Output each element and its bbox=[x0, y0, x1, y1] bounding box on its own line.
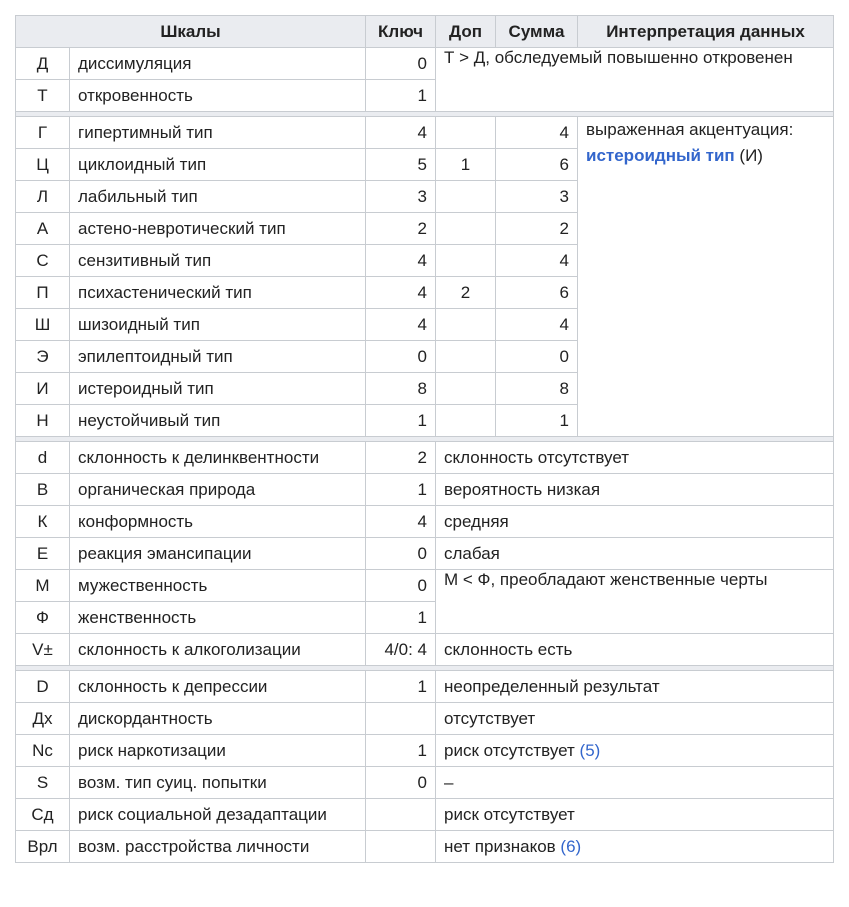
header-key: Ключ bbox=[366, 16, 436, 48]
scale-add bbox=[436, 341, 496, 373]
scale-code: Ш bbox=[16, 309, 70, 341]
interp-text: неопределенный результат bbox=[444, 676, 660, 696]
scale-name: диссимуляция bbox=[70, 48, 366, 80]
interp-text: нет признаков bbox=[444, 836, 561, 856]
scale-add bbox=[436, 405, 496, 437]
table-row bbox=[16, 48, 834, 80]
interp-cell bbox=[436, 735, 834, 767]
scale-key: 4/0: 4 bbox=[366, 634, 436, 666]
scale-name: откровенность bbox=[70, 80, 366, 112]
table-row bbox=[16, 735, 834, 767]
scale-code: Ф bbox=[16, 602, 70, 634]
scale-key: 8 bbox=[366, 373, 436, 405]
scale-code: В bbox=[16, 474, 70, 506]
scale-key: 5 bbox=[366, 149, 436, 181]
scale-code: Дх bbox=[16, 703, 70, 735]
scale-code: Э bbox=[16, 341, 70, 373]
scale-name: мужественность bbox=[70, 570, 366, 602]
scale-code: D bbox=[16, 671, 70, 703]
table-row bbox=[16, 831, 834, 863]
scale-code: Н bbox=[16, 405, 70, 437]
table-row bbox=[16, 703, 834, 735]
interp-cell: склонность есть bbox=[436, 634, 834, 666]
scale-name: склонность к делинквентности bbox=[70, 442, 366, 474]
interp-suffix: (И) bbox=[734, 146, 763, 165]
scale-key: 4 bbox=[366, 506, 436, 538]
scale-key: 1 bbox=[366, 602, 436, 634]
scale-add bbox=[436, 117, 496, 149]
scale-sum: 3 bbox=[496, 181, 578, 213]
scale-key: 4 bbox=[366, 245, 436, 277]
scale-code: К bbox=[16, 506, 70, 538]
scale-add bbox=[436, 181, 496, 213]
interp-cell bbox=[436, 767, 834, 799]
scale-name: дискордантность bbox=[70, 703, 366, 735]
scale-add bbox=[436, 245, 496, 277]
scale-name: лабильный тип bbox=[70, 181, 366, 213]
scale-key: 3 bbox=[366, 181, 436, 213]
scale-code: С bbox=[16, 245, 70, 277]
interp-cell bbox=[436, 703, 834, 735]
scale-sum: 4 bbox=[496, 245, 578, 277]
scale-name: реакция эмансипации bbox=[70, 538, 366, 570]
scale-name: эпилептоидный тип bbox=[70, 341, 366, 373]
scale-name: истероидный тип bbox=[70, 373, 366, 405]
interp-cell: М < Ф, преобладают женственные черты bbox=[436, 570, 834, 634]
scale-name: неустойчивый тип bbox=[70, 405, 366, 437]
table-row bbox=[16, 538, 834, 570]
scale-code: П bbox=[16, 277, 70, 309]
scale-key: 0 bbox=[366, 767, 436, 799]
scale-sum: 4 bbox=[496, 117, 578, 149]
interp-text: отсутствует bbox=[444, 708, 536, 728]
interp-cell bbox=[578, 117, 834, 437]
scale-code: Nc bbox=[16, 735, 70, 767]
scale-code: V± bbox=[16, 634, 70, 666]
header-row bbox=[16, 16, 834, 48]
scale-name: шизоидный тип bbox=[70, 309, 366, 341]
scale-key: 4 bbox=[366, 309, 436, 341]
scale-key: 4 bbox=[366, 117, 436, 149]
interp-cell: вероятность низкая bbox=[436, 474, 834, 506]
scale-code: Л bbox=[16, 181, 70, 213]
table-row bbox=[16, 634, 834, 666]
scale-code: Г bbox=[16, 117, 70, 149]
scale-key: 2 bbox=[366, 442, 436, 474]
footnote-link[interactable]: (5) bbox=[579, 740, 601, 760]
header-scales: Шкалы bbox=[16, 16, 366, 48]
scale-name: циклоидный тип bbox=[70, 149, 366, 181]
scale-name: риск социальной дезадаптации bbox=[70, 799, 366, 831]
scale-key: 1 bbox=[366, 671, 436, 703]
header-sum: Сумма bbox=[496, 16, 578, 48]
scale-name: органическая природа bbox=[70, 474, 366, 506]
interp-cell: средняя bbox=[436, 506, 834, 538]
header-add: Доп bbox=[436, 16, 496, 48]
table-row bbox=[16, 671, 834, 703]
scale-add: 1 bbox=[436, 149, 496, 181]
scale-sum: 2 bbox=[496, 213, 578, 245]
table-row bbox=[16, 570, 834, 602]
interp-cell bbox=[436, 671, 834, 703]
table-row bbox=[16, 799, 834, 831]
scale-name: возм. расстройства личности bbox=[70, 831, 366, 863]
scale-key bbox=[366, 831, 436, 863]
scale-add bbox=[436, 373, 496, 405]
scale-key: 0 bbox=[366, 570, 436, 602]
interp-text: риск отсутствует bbox=[444, 740, 580, 760]
table-row bbox=[16, 442, 834, 474]
table-row bbox=[16, 117, 834, 149]
scale-sum: 0 bbox=[496, 341, 578, 373]
table-row bbox=[16, 474, 834, 506]
scale-code: d bbox=[16, 442, 70, 474]
scale-code: Врл bbox=[16, 831, 70, 863]
scale-add bbox=[436, 213, 496, 245]
scale-key: 4 bbox=[366, 277, 436, 309]
scale-name: склонность к депрессии bbox=[70, 671, 366, 703]
scale-sum: 8 bbox=[496, 373, 578, 405]
scale-code: Т bbox=[16, 80, 70, 112]
scale-name: сензитивный тип bbox=[70, 245, 366, 277]
scale-key: 0 bbox=[366, 538, 436, 570]
scale-sum: 4 bbox=[496, 309, 578, 341]
scale-add: 2 bbox=[436, 277, 496, 309]
interp-cell: слабая bbox=[436, 538, 834, 570]
scale-add bbox=[436, 309, 496, 341]
table-row bbox=[16, 767, 834, 799]
scale-name: возм. тип суиц. попытки bbox=[70, 767, 366, 799]
scale-sum: 6 bbox=[496, 277, 578, 309]
scale-code: Д bbox=[16, 48, 70, 80]
header-interp: Интерпретация данных bbox=[578, 16, 834, 48]
interp-cell bbox=[436, 831, 834, 863]
scale-key: 1 bbox=[366, 474, 436, 506]
scale-key: 2 bbox=[366, 213, 436, 245]
scale-sum: 6 bbox=[496, 149, 578, 181]
scale-code: Сд bbox=[16, 799, 70, 831]
interp-text: риск отсутствует bbox=[444, 804, 575, 824]
scale-key bbox=[366, 799, 436, 831]
scale-name: женственность bbox=[70, 602, 366, 634]
table-row bbox=[16, 506, 834, 538]
interp-text: – bbox=[444, 772, 454, 792]
scale-sum: 1 bbox=[496, 405, 578, 437]
scale-key: 1 bbox=[366, 80, 436, 112]
scale-key: 1 bbox=[366, 735, 436, 767]
scale-code: S bbox=[16, 767, 70, 799]
scale-code: И bbox=[16, 373, 70, 405]
interp-cell: склонность отсутствует bbox=[436, 442, 834, 474]
scale-key: 0 bbox=[366, 48, 436, 80]
scale-code: М bbox=[16, 570, 70, 602]
interp-cell bbox=[436, 799, 834, 831]
footnote-link[interactable]: (6) bbox=[560, 836, 582, 856]
results-table bbox=[15, 15, 834, 863]
scale-name: психастенический тип bbox=[70, 277, 366, 309]
accentuation-link[interactable]: истероидный тип bbox=[586, 146, 735, 165]
interp-cell: Т > Д, обследуемый повышенно откровенен bbox=[436, 48, 834, 112]
scale-code: А bbox=[16, 213, 70, 245]
scale-name: риск наркотизации bbox=[70, 735, 366, 767]
scale-code: Е bbox=[16, 538, 70, 570]
scale-name: астено-невротический тип bbox=[70, 213, 366, 245]
scale-name: конформность bbox=[70, 506, 366, 538]
scale-name: склонность к алкоголизации bbox=[70, 634, 366, 666]
scale-name: гипертимный тип bbox=[70, 117, 366, 149]
scale-key: 0 bbox=[366, 341, 436, 373]
scale-code: Ц bbox=[16, 149, 70, 181]
scale-key: 1 bbox=[366, 405, 436, 437]
scale-key bbox=[366, 703, 436, 735]
interp-text: выраженная акцентуация: bbox=[586, 120, 794, 139]
